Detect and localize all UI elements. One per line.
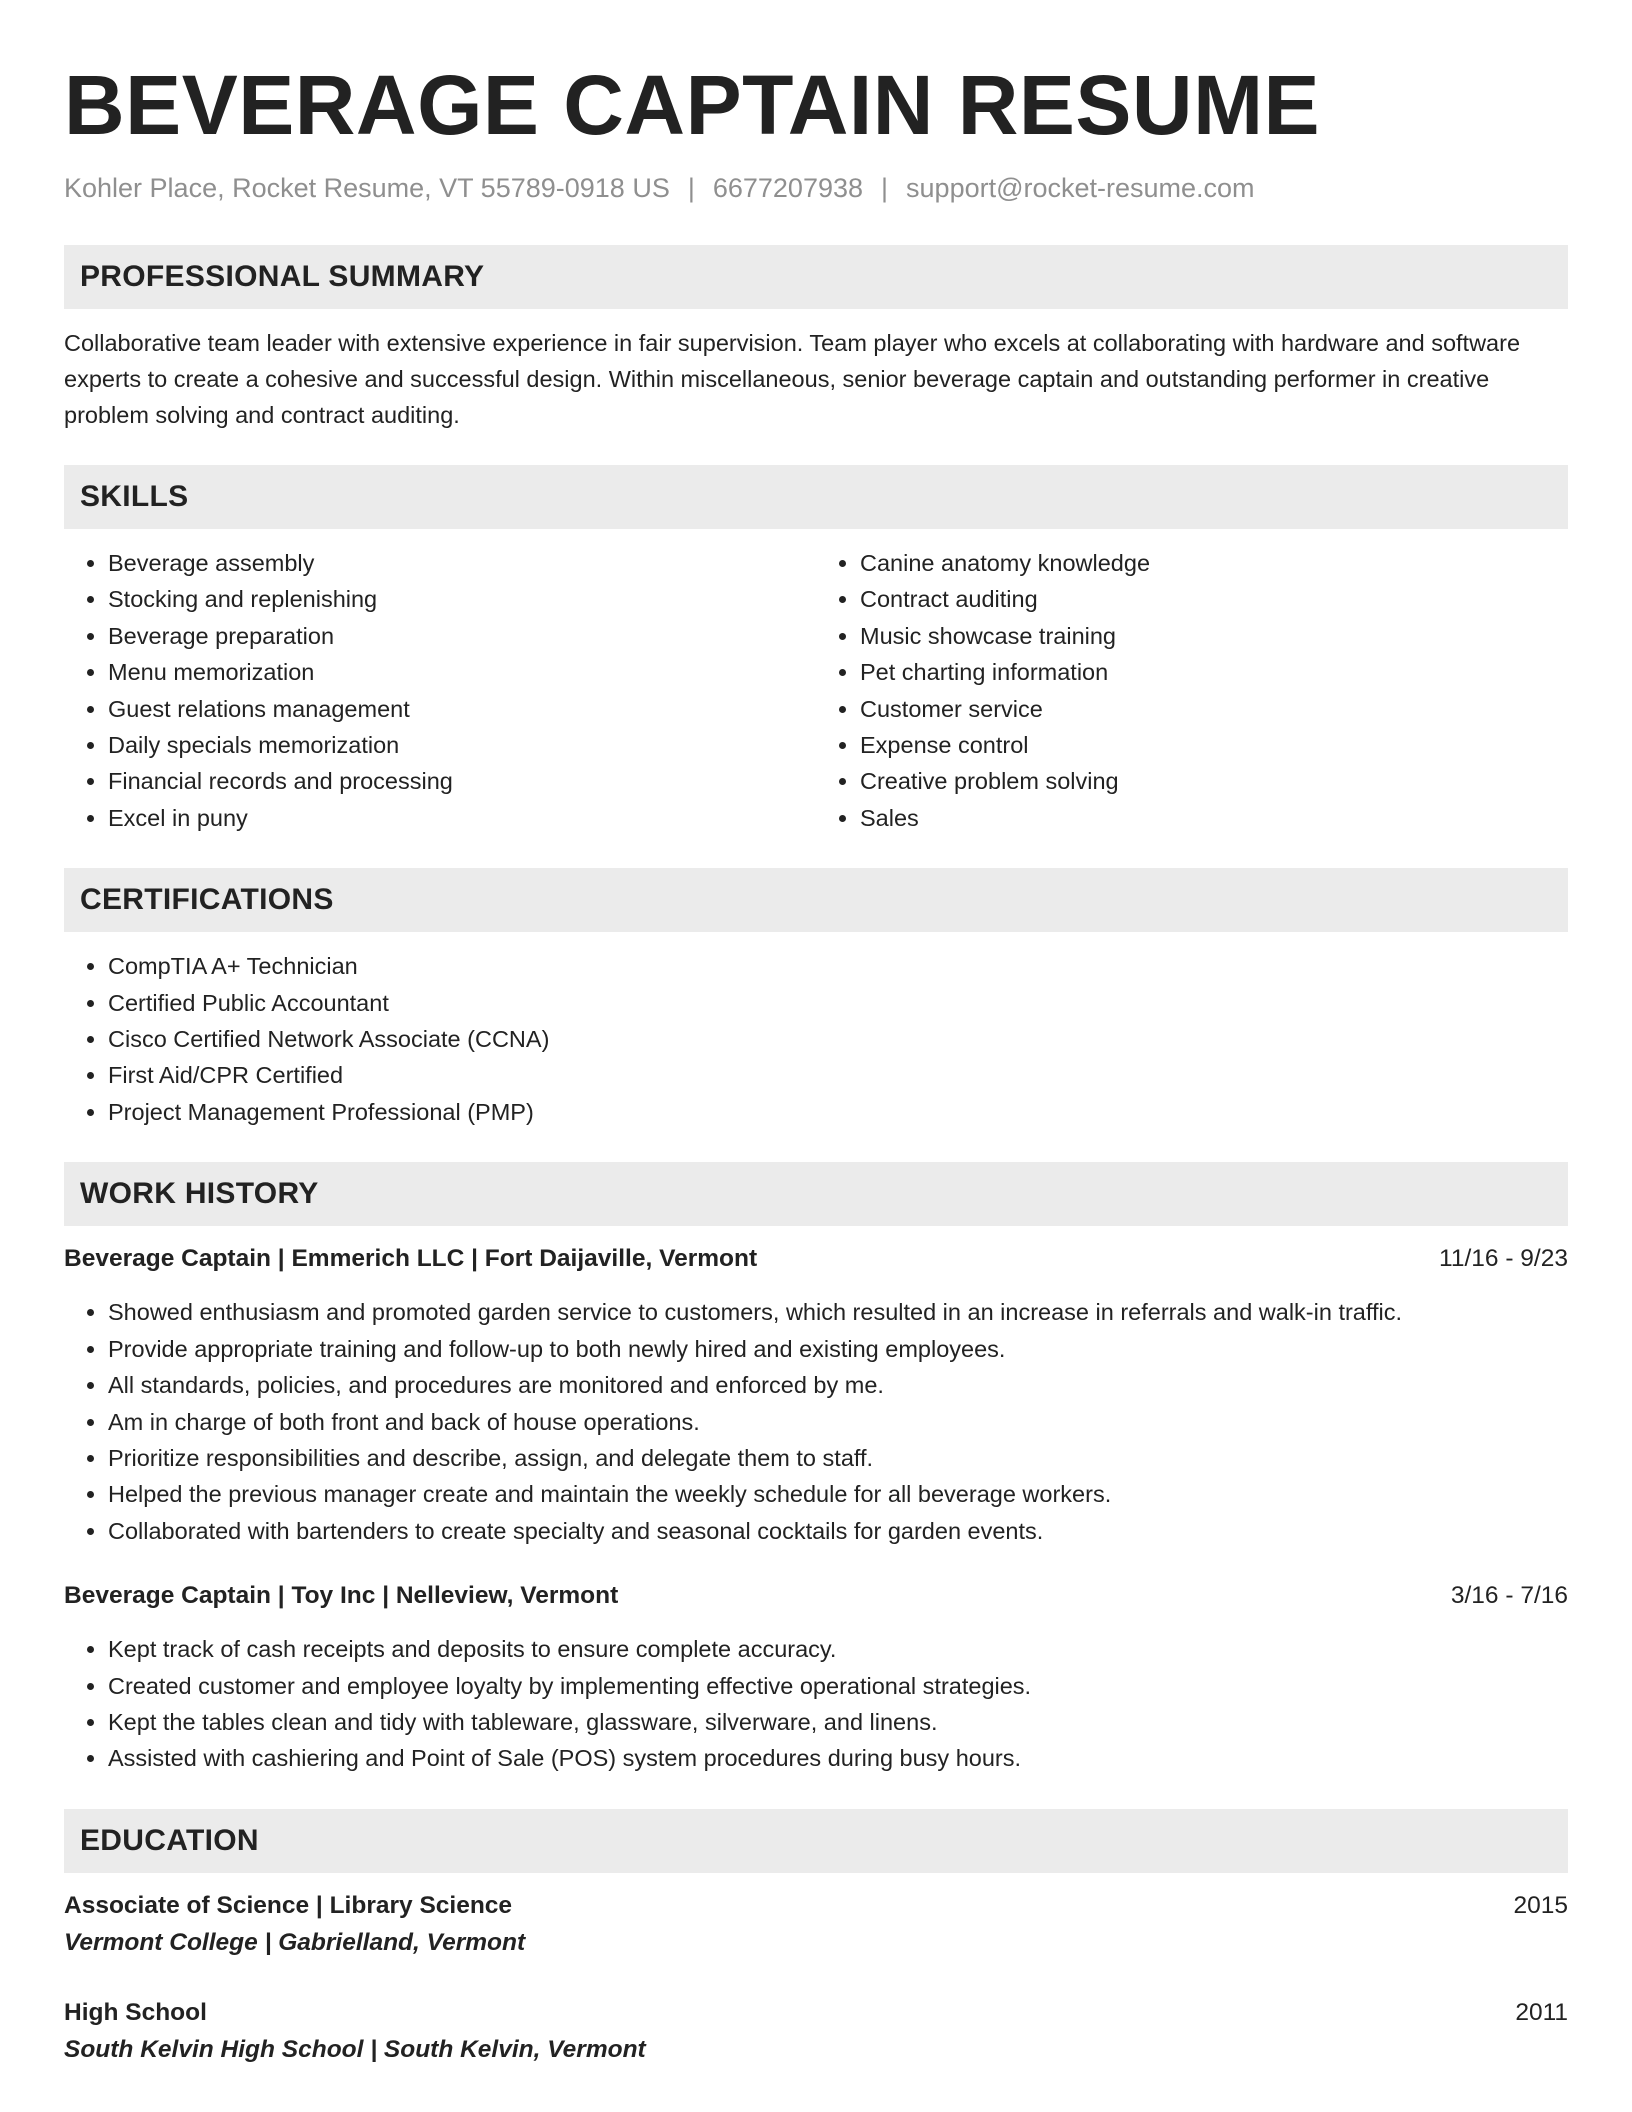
contact-line (64, 170, 1568, 206)
job-duty: • All standards, policies, and procedures are monitored and enforced by me. (108, 1367, 1568, 1403)
job-duty: • Kept the tables clean and tidy with tableware, glassware, silverware, and linens. (108, 1704, 1568, 1740)
skill-item: • Beverage preparation (108, 618, 816, 654)
education-degree: High School (64, 1998, 207, 2026)
job-header (64, 1242, 1568, 1276)
job-duty: • Provide appropriate training and follow-up to both newly hired and existing employees. (108, 1331, 1568, 1367)
skill-item: • Pet charting information (860, 654, 1568, 690)
job-title: Beverage Captain | Emmerich LLC | Fort Daijaville, Vermont (64, 1245, 758, 1273)
skills-list-right (816, 545, 1568, 836)
skill-item: • Sales (860, 800, 1568, 836)
education-year: 2011 (1515, 1998, 1568, 2026)
skill-item: • Guest relations management (108, 691, 816, 727)
skill-item: • Menu memorization (108, 654, 816, 690)
job-duties-list (64, 1294, 1568, 1549)
skill-item: • Creative problem solving (860, 763, 1568, 799)
job-header (64, 1579, 1568, 1613)
certification-item: • Project Management Professional (PMP) (108, 1094, 1568, 1130)
education-header (64, 1889, 1568, 1923)
skill-item: • Customer service (860, 691, 1568, 727)
skill-item: • Beverage assembly (108, 545, 816, 581)
education-year: 2015 (1513, 1891, 1568, 1919)
contact-separator: | (687, 173, 695, 203)
section-heading-summary: PROFESSIONAL SUMMARY (64, 245, 1568, 309)
job-duty: • Created customer and employee loyalty by implementing effective operational strategies. (108, 1668, 1568, 1704)
skills-list-left (64, 545, 816, 836)
job-duty: • Prioritize responsibilities and describe, assign, and delegate them to staff. (108, 1440, 1568, 1476)
contact-address: Kohler Place, Rocket Resume, VT 55789-0918 US (64, 173, 670, 203)
job-title: Beverage Captain | Toy Inc | Nelleview, Vermont (64, 1582, 619, 1610)
section-heading-certifications: CERTIFICATIONS (64, 868, 1568, 932)
education-header (64, 1996, 1568, 2030)
certification-item: • Certified Public Accountant (108, 985, 1568, 1021)
skill-item: • Financial records and processing (108, 763, 816, 799)
job-duty: • Showed enthusiasm and promoted garden service to customers, which resulted in an increase in referrals and walk-in traffic. (108, 1294, 1568, 1330)
education-degree: Associate of Science | Library Science (64, 1891, 513, 1919)
job-duties-list (64, 1631, 1568, 1777)
certification-item: • CompTIA A+ Technician (108, 948, 1568, 984)
contact-email[interactable]: support@rocket-resume.com (906, 173, 1255, 203)
skill-item: • Daily specials memorization (108, 727, 816, 763)
job-dates: 3/16 - 7/16 (1450, 1582, 1568, 1610)
section-heading-work-history: WORK HISTORY (64, 1162, 1568, 1226)
education-school: Vermont College | Gabrielland, Vermont (64, 1928, 526, 1956)
skill-item: • Stocking and replenishing (108, 581, 816, 617)
job-duty: • Collaborated with bartenders to create specialty and seasonal cocktails for garden events. (108, 1513, 1568, 1549)
job-duty: • Assisted with cashiering and Point of Sale (POS) system procedures during busy hours. (108, 1740, 1568, 1776)
section-heading-skills: SKILLS (64, 465, 1568, 529)
skill-item: • Contract auditing (860, 581, 1568, 617)
section-heading-education: EDUCATION (64, 1809, 1568, 1873)
education-school: South Kelvin High School | South Kelvin, Vermont (64, 2035, 646, 2063)
skills-grid (64, 545, 1568, 836)
job-dates: 11/16 - 9/23 (1439, 1245, 1568, 1273)
certifications-list (64, 948, 1568, 1130)
skill-item: • Music showcase training (860, 618, 1568, 654)
summary-text: Collaborative team leader with extensive experience in fair supervision. Team player who excels at collaborating with hardware and software experts to create a cohesive and successful design. Within miscellaneous, senior beverage captain and outstanding performer in creative problem solving and contract auditing. (64, 330, 1521, 428)
skill-item: • Expense control (860, 727, 1568, 763)
contact-separator: | (881, 173, 889, 203)
skill-item: • Excel in puny (108, 800, 816, 836)
resume-title: BEVERAGE CAPTAIN RESUME (64, 58, 1321, 152)
certification-item: • First Aid/CPR Certified (108, 1057, 1568, 1093)
job-duty: • Am in charge of both front and back of house operations. (108, 1404, 1568, 1440)
job-duty: • Kept track of cash receipts and deposits to ensure complete accuracy. (108, 1631, 1568, 1667)
job-duty: • Helped the previous manager create and maintain the weekly schedule for all beverage workers. (108, 1476, 1568, 1512)
certification-item: • Cisco Certified Network Associate (CCNA) (108, 1021, 1568, 1057)
skill-item: • Canine anatomy knowledge (860, 545, 1568, 581)
contact-phone: 6677207938 (712, 173, 864, 203)
